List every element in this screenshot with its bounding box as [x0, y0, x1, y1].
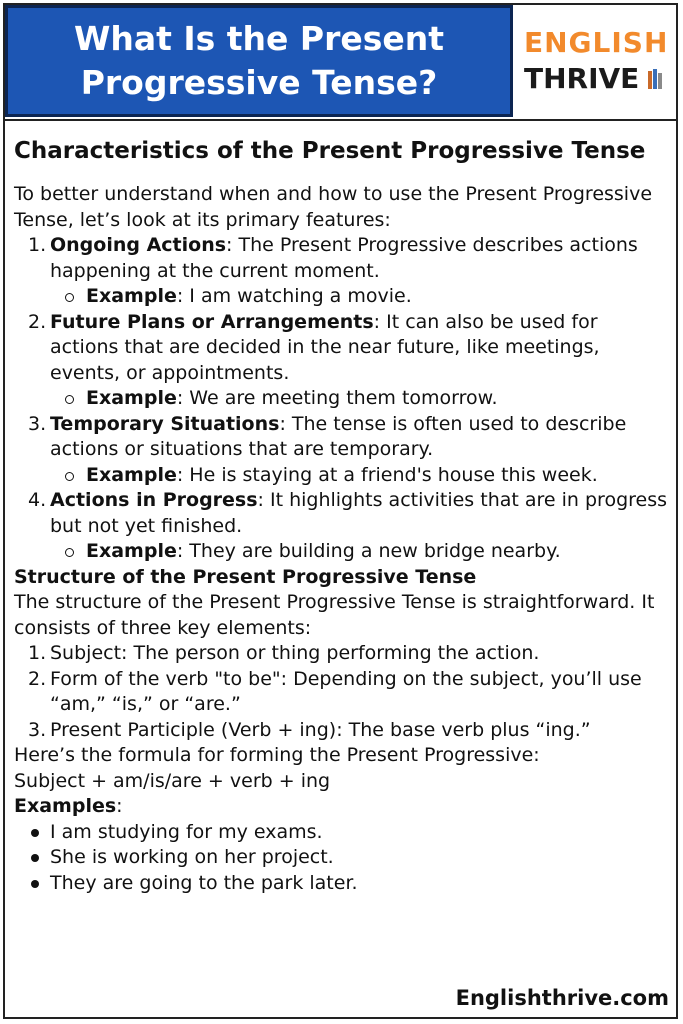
section-heading-characteristics: Characteristics of the Present Progressive Tense	[14, 138, 646, 164]
example-bullet-item	[14, 845, 669, 871]
example-item	[14, 284, 669, 310]
list-number: 3.	[28, 412, 47, 435]
example-item	[14, 386, 669, 412]
item-text: : The tense is often used to describe actions or situations that are temporary.	[50, 412, 627, 460]
item-text: Form of the verb "to be": Depending on the subject, you’ll use “am,” “is,” or “are.”	[50, 667, 642, 715]
structure-intro: The structure of the Present Progressive Tense is straightforward. It consists of three key elements:	[14, 591, 655, 639]
english-thrive-logo	[518, 22, 668, 104]
example-item	[14, 463, 669, 489]
list-item	[14, 310, 669, 387]
header-divider	[5, 119, 676, 121]
bullet-icon	[31, 880, 39, 888]
item-text: : The Present Progressive describes actions happening at the current moment.	[50, 234, 638, 282]
example-sentence: I am studying for my exams.	[50, 820, 323, 843]
example-sentence: She is working on her project.	[50, 846, 334, 868]
circle-bullet-icon	[65, 395, 74, 404]
circle-bullet-icon	[65, 548, 74, 557]
item-text: : It highlights activities that are in progress but not yet finished.	[50, 489, 668, 537]
page-title: What Is the Present Progressive Tense?	[73, 19, 445, 102]
list-number: 1.	[28, 642, 47, 664]
list-number: 2.	[28, 310, 47, 333]
example-label: Example	[86, 540, 177, 562]
list-item	[14, 718, 669, 744]
item-text: Subject: The person or thing performing the action.	[50, 642, 540, 664]
characteristics-list	[14, 233, 669, 565]
formula-intro: Here’s the formula for forming the Present Progressive:	[14, 744, 540, 766]
item-term: Actions in Progress	[50, 489, 258, 511]
list-number: 2.	[28, 667, 47, 690]
footer-site: Englishthrive.com	[455, 986, 669, 1010]
list-item	[14, 412, 669, 463]
circle-bullet-icon	[65, 293, 74, 302]
books-icon	[648, 69, 662, 89]
example-text: : I am watching a movie.	[176, 285, 412, 307]
list-number: 4.	[28, 489, 47, 511]
intro-paragraph: To better understand when and how to use the Present Progressive Tense, let’s look at its primary features:	[14, 183, 653, 231]
article-body	[14, 134, 669, 896]
bullet-icon	[31, 829, 39, 837]
example-item	[14, 539, 669, 565]
bullet-icon	[31, 854, 39, 862]
item-text: : It can also be used for actions that are decided in the near future, like meetings, events, or appointments.	[50, 310, 600, 384]
list-item	[14, 641, 669, 667]
item-term: Temporary Situations	[50, 412, 280, 435]
section-heading-structure: Structure of the Present Progressive Tense	[14, 565, 477, 588]
examples-label: Examples:	[14, 795, 123, 817]
list-item	[14, 233, 669, 284]
example-label: Example	[86, 285, 177, 307]
example-label: Example	[86, 463, 177, 486]
formula: Subject + am/is/are + verb + ing	[14, 769, 331, 792]
title-banner	[5, 5, 513, 117]
list-number: 3.	[28, 718, 47, 741]
item-term: Ongoing Actions	[50, 234, 227, 256]
structure-list	[14, 641, 669, 743]
list-item	[14, 667, 669, 718]
example-label: Example	[86, 387, 177, 409]
example-bullet-item	[14, 871, 669, 897]
logo-line-english: ENGLISH	[524, 26, 669, 59]
example-text: : He is staying at a friend's house this week.	[176, 463, 598, 486]
example-sentence: They are going to the park later.	[50, 871, 358, 894]
list-number: 1.	[28, 234, 47, 256]
example-bullet-item	[14, 820, 669, 846]
list-item	[14, 488, 669, 539]
item-text: Present Participle (Verb + ing): The base verb plus “ing.”	[50, 718, 591, 741]
item-term: Future Plans or Arrangements	[50, 310, 374, 333]
example-text: : They are building a new bridge nearby.	[176, 540, 561, 562]
logo-line-thrive: THRIVE	[524, 62, 640, 95]
circle-bullet-icon	[65, 472, 74, 481]
examples-list	[14, 820, 669, 897]
example-text: : We are meeting them tomorrow.	[176, 387, 498, 409]
